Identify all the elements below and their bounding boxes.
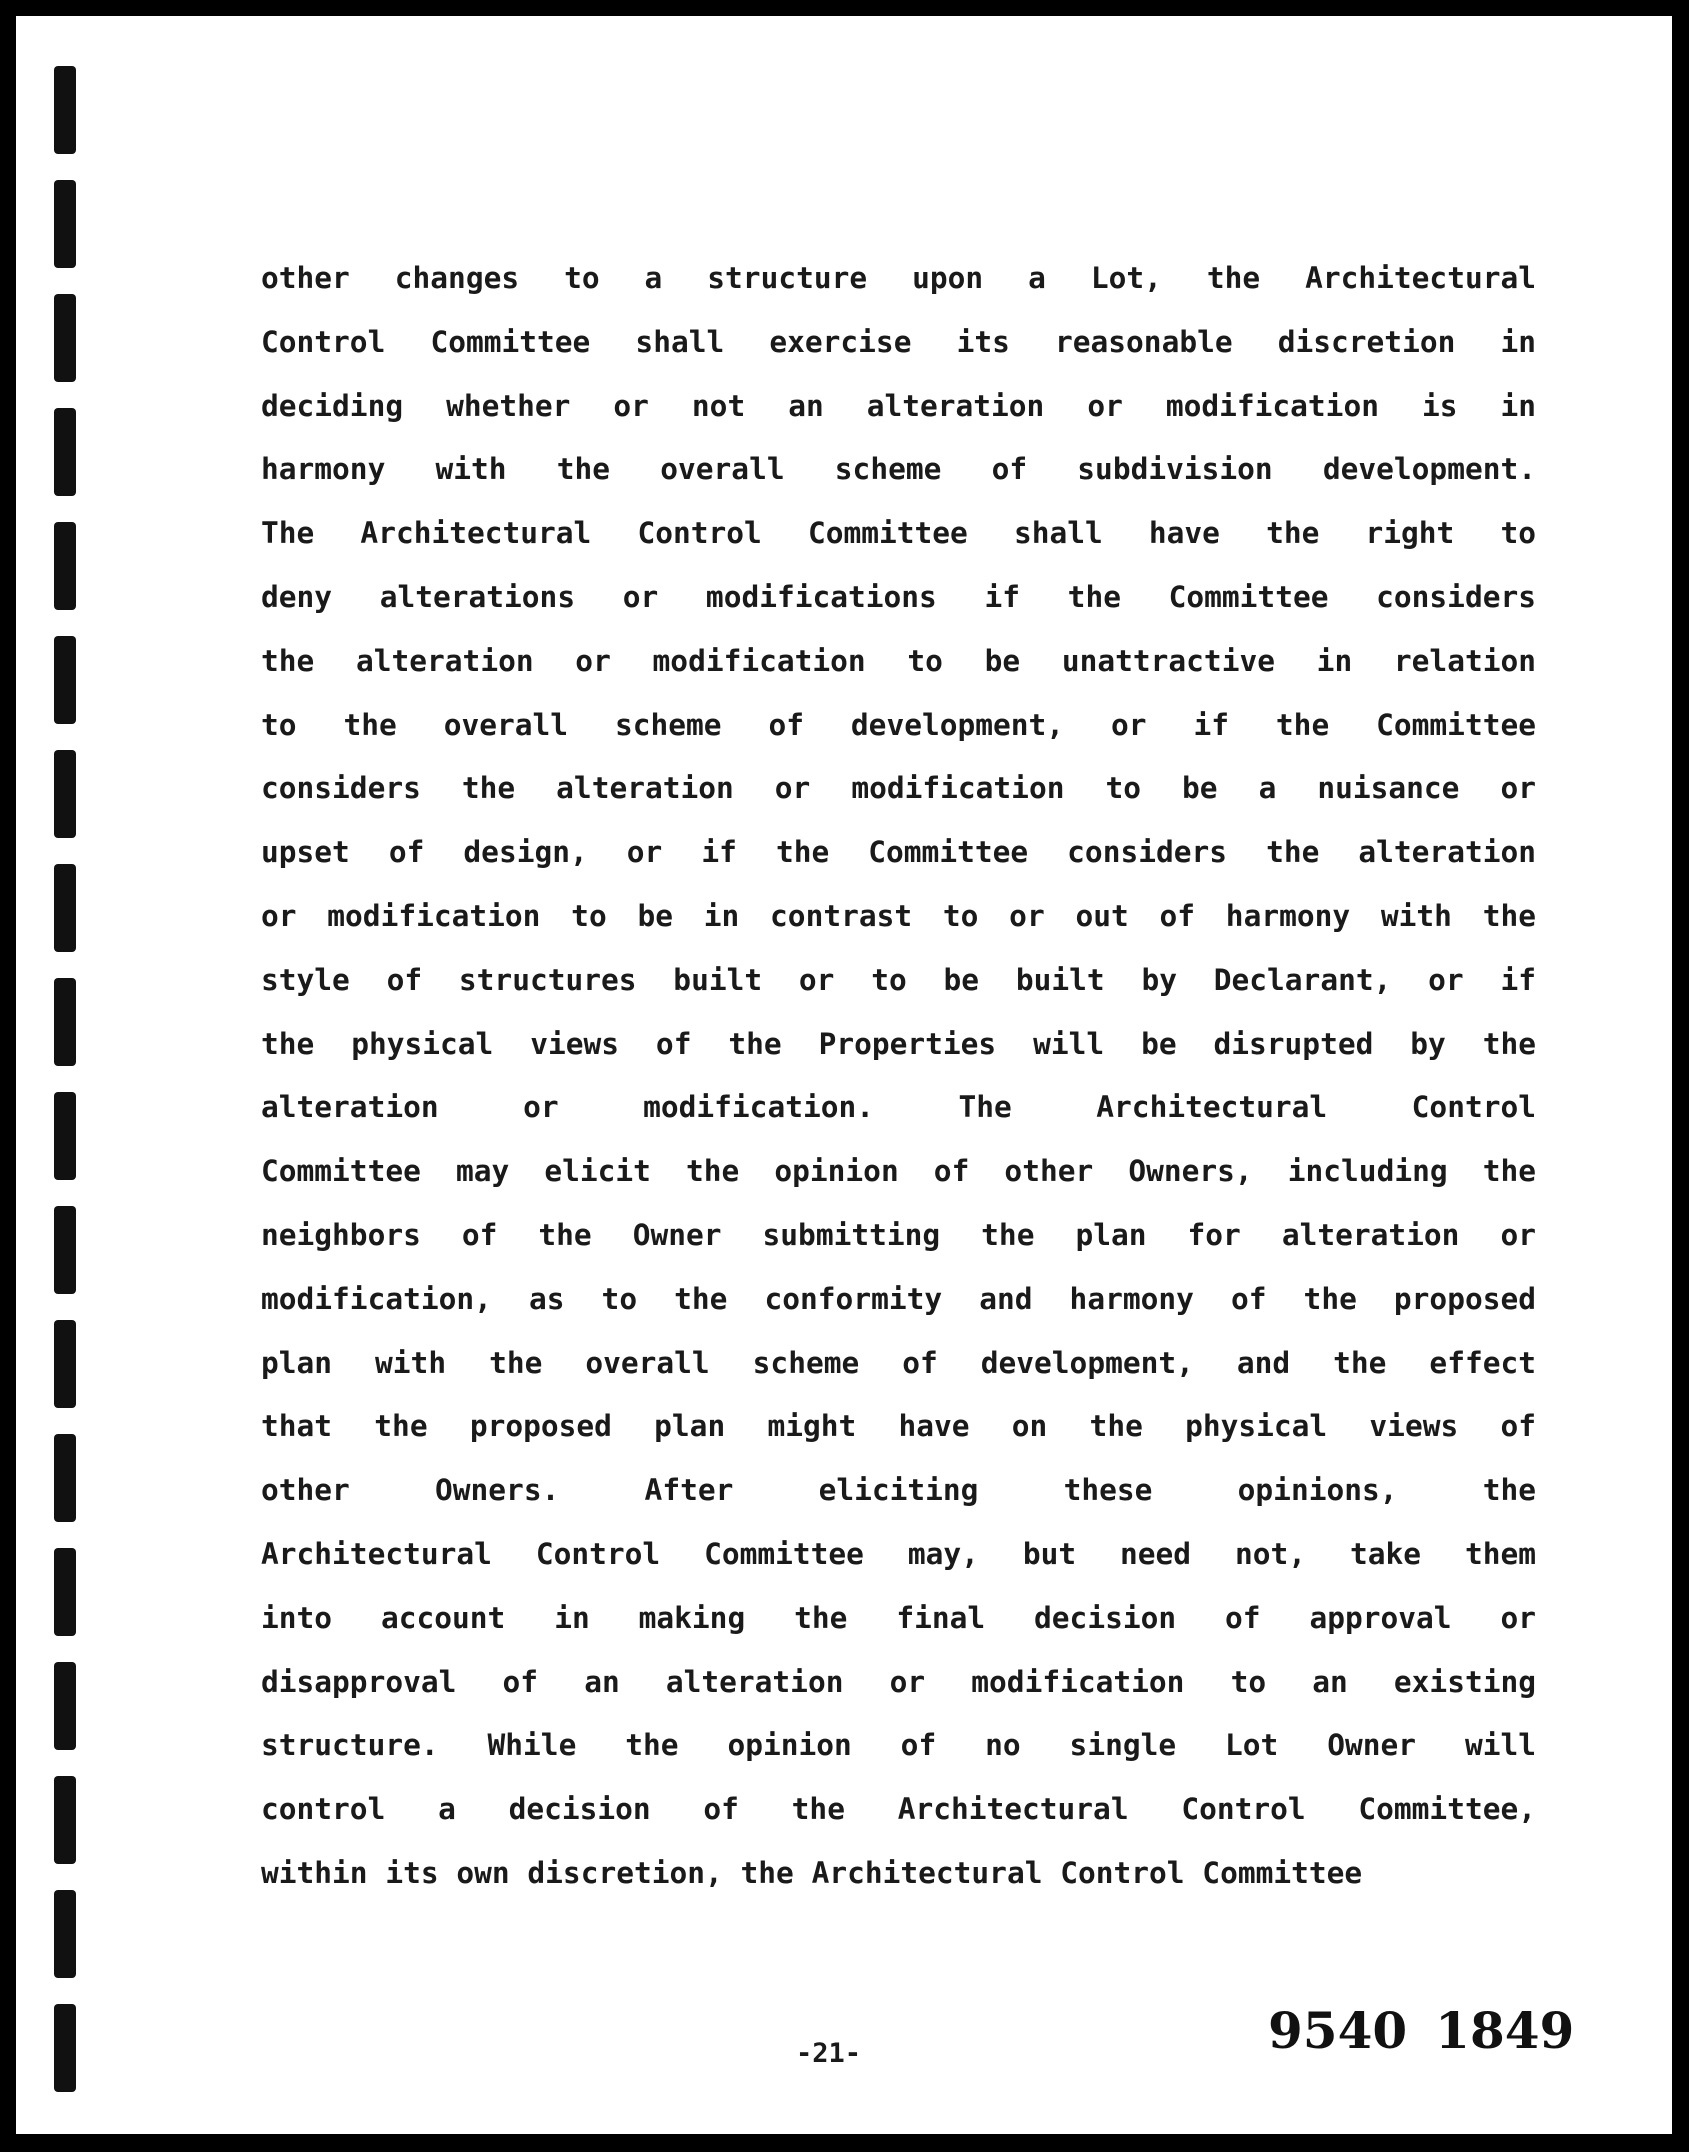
- text-line: into account in making the final decision of approval or: [261, 1600, 1536, 1635]
- binding-mark: [54, 522, 76, 610]
- binding-mark: [54, 1434, 76, 1522]
- text-line: or modification to be in contrast to or out of harmony with the: [261, 898, 1536, 933]
- binding-mark: [54, 1776, 76, 1864]
- binding-mark: [54, 636, 76, 724]
- stamp-page-number: 1849: [1435, 2001, 1575, 2060]
- binding-mark: [54, 1092, 76, 1180]
- binding-mark: [54, 1548, 76, 1636]
- text-line: Control Committee shall exercise its reasonable discretion in: [261, 324, 1536, 359]
- text-line: within its own discretion, the Architectural Control Committee: [261, 1855, 1363, 1890]
- text-line: Architectural Control Committee may, but need not, take them: [261, 1536, 1536, 1571]
- binding-mark: [54, 2004, 76, 2092]
- binding-mark: [54, 1662, 76, 1750]
- page-number: -21-: [796, 2038, 862, 2069]
- text-line: to the overall scheme of development, or if the Committee: [261, 707, 1536, 742]
- binding-mark: [54, 408, 76, 496]
- document-page: [16, 16, 1672, 2134]
- text-line: deciding whether or not an alteration or modification is in: [261, 388, 1536, 423]
- text-line: control a decision of the Architectural Control Committee,: [261, 1792, 1536, 1827]
- text-line: modification, as to the conformity and harmony of the proposed: [261, 1281, 1536, 1316]
- text-line: Committee may elicit the opinion of other Owners, including the: [261, 1154, 1536, 1189]
- binding-mark: [54, 978, 76, 1066]
- text-line: style of structures built or to be built by Declarant, or if: [261, 962, 1536, 997]
- binding-mark: [54, 180, 76, 268]
- text-line: deny alterations or modifications if the Committee considers: [261, 579, 1536, 614]
- text-line: other Owners. After eliciting these opinions, the: [261, 1473, 1536, 1508]
- body-paragraph: [261, 247, 1536, 1906]
- text-line: harmony with the overall scheme of subdivision development.: [261, 452, 1536, 487]
- text-line: considers the alteration or modification to be a nuisance or: [261, 771, 1536, 806]
- text-line: the alteration or modification to be unattractive in relation: [261, 643, 1536, 678]
- text-line: alteration or modification. The Architectural Control: [261, 1090, 1536, 1125]
- binding-mark: [54, 294, 76, 382]
- text-line: disapproval of an alteration or modification to an existing: [261, 1664, 1536, 1699]
- text-line: The Architectural Control Committee shall have the right to: [261, 516, 1536, 551]
- text-line: upset of design, or if the Committee considers the alteration: [261, 835, 1536, 870]
- text-line: the physical views of the Properties will be disrupted by the: [261, 1026, 1536, 1061]
- text-line: neighbors of the Owner submitting the plan for alteration or: [261, 1217, 1536, 1252]
- binding-mark: [54, 864, 76, 952]
- text-line: other changes to a structure upon a Lot, the Architectural: [261, 261, 1536, 295]
- recording-stamp: [1268, 2001, 1574, 2060]
- text-line: that the proposed plan might have on the physical views of: [261, 1409, 1536, 1444]
- binding-mark: [54, 1320, 76, 1408]
- binding-marks: [54, 66, 80, 2096]
- binding-mark: [54, 1890, 76, 1978]
- binding-mark: [54, 750, 76, 838]
- text-line: plan with the overall scheme of development, and the effect: [261, 1345, 1536, 1380]
- binding-mark: [54, 66, 76, 154]
- stamp-book-number: 9540: [1268, 2001, 1408, 2060]
- text-line: structure. While the opinion of no single Lot Owner will: [261, 1728, 1536, 1763]
- binding-mark: [54, 1206, 76, 1294]
